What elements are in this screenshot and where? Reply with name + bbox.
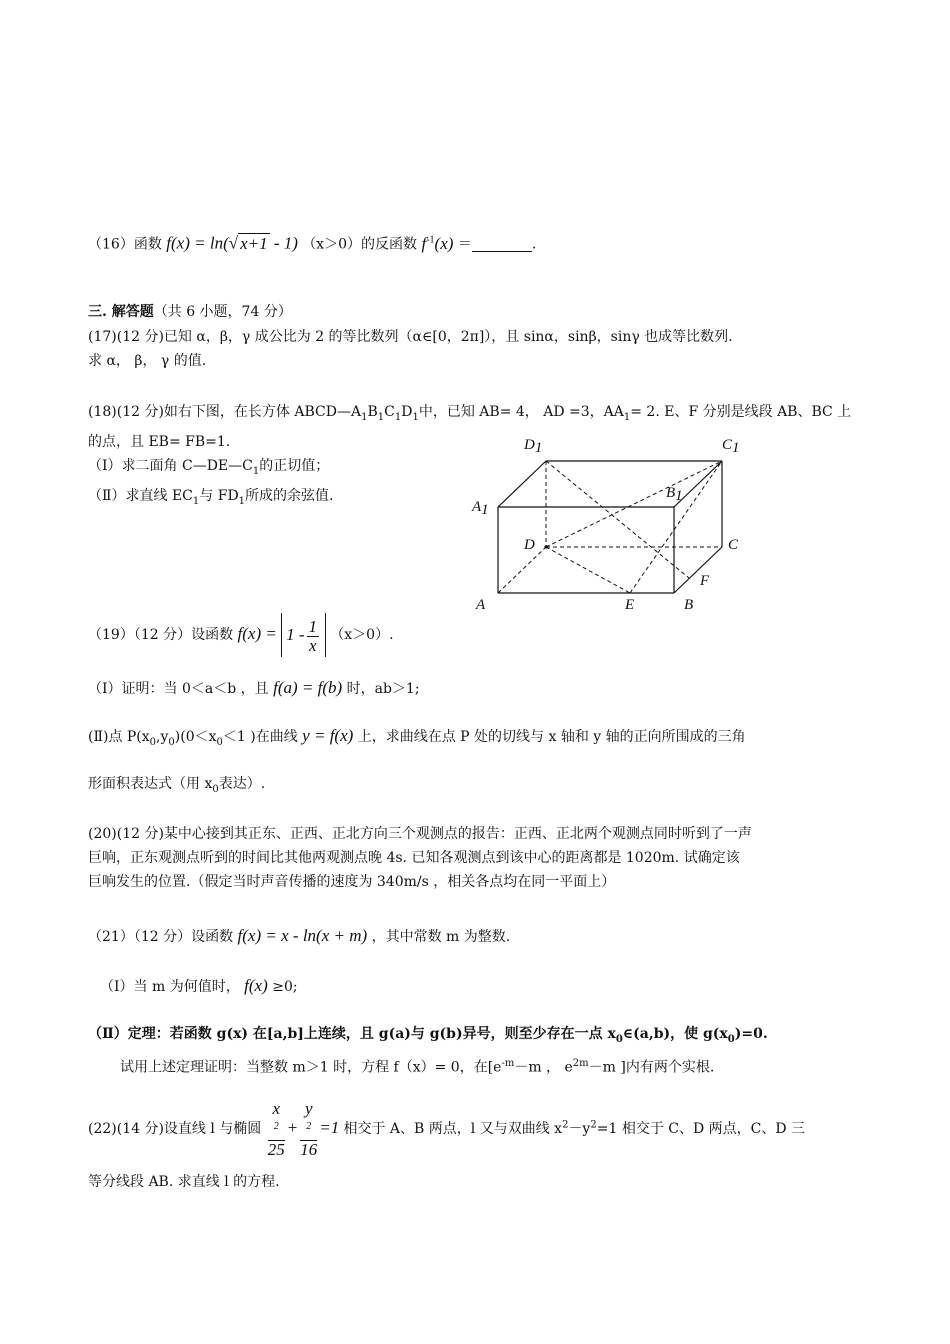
label-b: B <box>684 597 694 613</box>
answer-blank <box>472 237 532 252</box>
q19-part2-line2: 形面积表达式（用 $x_0$表达）. <box>88 776 266 795</box>
label-c: C <box>728 537 739 553</box>
question-17 <box>88 325 864 373</box>
q17-line2: 求 α， β， γ 的值. <box>88 353 207 369</box>
q16-inverse: $f^{-1}(x)$ <box>421 233 454 253</box>
q21-theorem: （Ⅱ）定理：若函数 g(x) 在[a,b]上连续，且 g(a)与 g(b)异号，则至少存在一点 $x_0\in(a,b)$，使 $g(x_0)=0$. <box>88 1026 768 1045</box>
q16-label: （16）函数 <box>88 236 162 253</box>
q21-part2 <box>88 1022 864 1079</box>
q19-label: （19）（12 分）设函数 <box>88 627 234 643</box>
section-note: （共 6 小题，74 分） <box>153 304 292 320</box>
question-20: (20)(12 分)某中心接到其正东、正西、正北方向三个观测点的报告：正西、正北两个观测点同时听到了一声 巨响，正东观测点听到的时间比其他两观测点晚 4s. 已知各观测点到该中心的距离都是 1020m. 试确定该 巨响发生的位置.（假定当时声音传播的速度为 340m/s ，相关各点均在同一平面上） <box>88 826 752 890</box>
q18-part2: （Ⅱ）求直线 $EC_1$与 $FD_1$所成的余弦值. <box>88 487 334 507</box>
label-d1: D1 <box>524 437 543 456</box>
question-16: （16）函数 f(x) = ln(√ x+1 - 1) （x＞0）的反函数 $f^{-1}(x)$ ＝ . <box>88 233 537 253</box>
q16-formula: f(x) = ln(√ x+1 - 1) <box>166 233 298 253</box>
label-a: A <box>476 597 486 613</box>
q18-line1: (18)(12 分)如右下图，在长方体 $ABCD—A_1B_1C_1D_1$中，已知 AB= 4， AD =3，$AA_1= 2$. E、F 分别是线段 AB、BC 上 <box>88 404 852 423</box>
label-e: E <box>625 597 635 613</box>
label-f: F <box>700 573 710 589</box>
cuboid-figure <box>460 425 760 620</box>
point-d <box>544 545 547 548</box>
section-3-heading <box>88 300 864 324</box>
ellipse-equation: x $^2$ 25 + y $^2$ 16 =1 <box>267 1099 340 1159</box>
q18-line2: 的点，且 EB= FB=1. <box>88 433 231 450</box>
q21-part1: （Ⅰ）当 m 为何值时， f(x) ≥0; <box>100 976 298 995</box>
q16-condition: （x＞0）的反函数 <box>302 236 417 253</box>
q19-formula: f(x) = 1 - $\frac{1}{x}$ <box>238 624 331 643</box>
question-19 <box>88 612 864 657</box>
question-22: (22)(14 分)设直线 l 与椭圆 x $^2$ 25 + y $^2$ 16 =1 相交于 A、B 两点，l 又与双曲线 $x^2-y^2=1$ 相交于 C、D 两点，C、D 三 <box>88 1099 806 1159</box>
label-a1: A1 <box>472 499 489 518</box>
q19-part1: （Ⅰ）证明：当 0＜a＜b ，且 f(a) = f(b) 时，ab＞1; <box>88 678 420 697</box>
label-b1: B1 <box>666 485 683 504</box>
q22-line2: 等分线段 AB. 求直线 l 的方程. <box>88 1174 280 1190</box>
q18-part1: （Ⅰ）求二面角 $C—DE—C_1$的正切值； <box>88 457 330 477</box>
label-d: D <box>524 537 535 553</box>
q17-line1: (17)(12 分)已知 α，β，γ 成公比为 2 的等比数列（α∈[0，2π]），且 sinα，sinβ，sinγ 也成等比数列. <box>88 329 733 345</box>
q19-part2: (Ⅱ)点 $P(x_0,y_0)(0<x_0<1$ )在曲线 y = f(x) 上，求曲线在点 P 处的切线与 x 轴和 y 轴的正向所围成的三角 <box>88 726 746 748</box>
q21-proof: 试用上述定理证明：当整数 m＞1 时，方程 f（x）= 0，在[$e^{-m}-m$ ， $e^{2m}-m$ ]内有两个实根. <box>120 1057 715 1076</box>
q19-condition: （x＞0）. <box>330 627 394 643</box>
section-title: 三. 解答题 <box>88 304 154 320</box>
question-21: （21）（12 分）设函数 f(x) = x - ln(x + m) ，其中常数 m 为整数. <box>88 926 511 945</box>
label-c1: C1 <box>722 437 740 456</box>
